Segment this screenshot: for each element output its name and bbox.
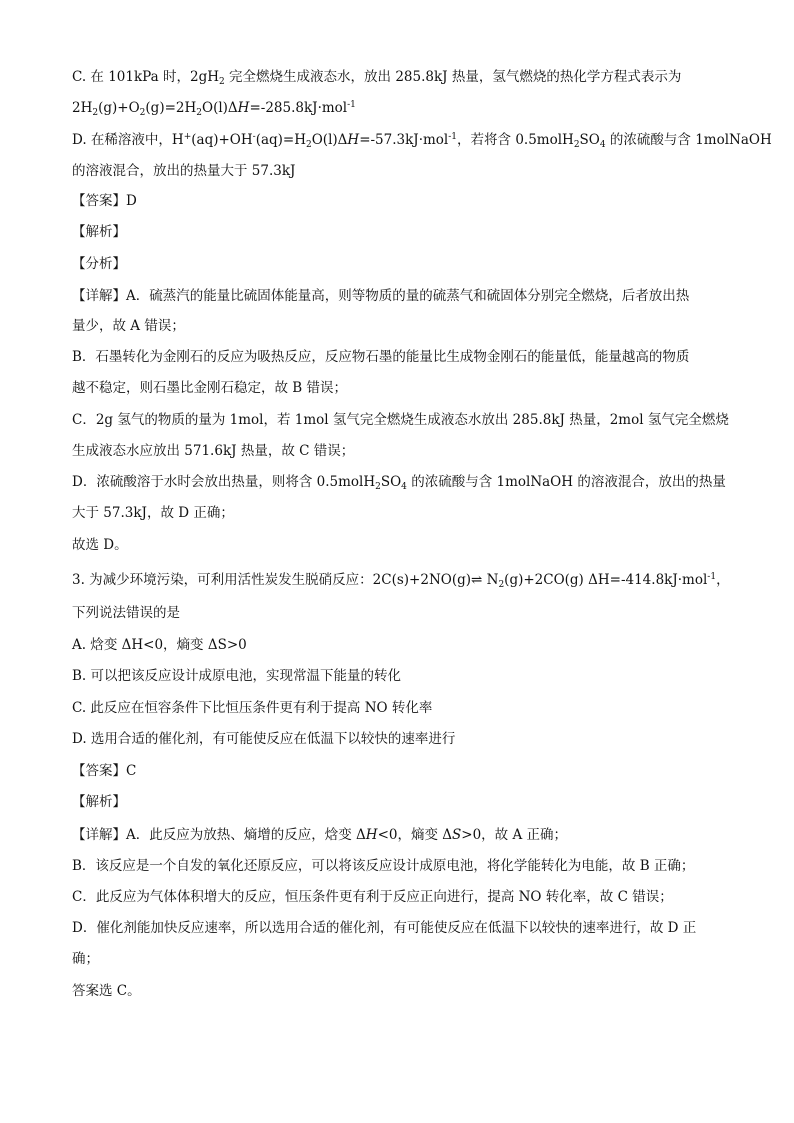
option-d-line-2: 的溶液混合，放出的热量大于 57.3kJ <box>72 163 296 179</box>
analysis-heading-q3: 【解析】 <box>72 794 126 810</box>
q3-detail-b: B．该反应是一个自发的氧化还原反应，可以将该反应设计成原电池，将化学能转化为电能，故 B 正确； <box>72 858 695 874</box>
answer-label-q2: 【答案】D <box>72 193 137 209</box>
detail-c-line-1: C．2g 氢气的物质的量为 1mol，若 1mol 氢气完全燃烧生成液态水放出 285.8kJ 热量，2mol 氢气完全燃烧 <box>72 412 729 428</box>
detail-a-line-2: 量少，故 A 错误； <box>72 318 185 334</box>
q3-option-c: C. 此反应在恒容条件下比恒压条件更有利于提高 NO 转化率 <box>72 700 433 716</box>
analysis-sub-heading: 【分析】 <box>72 256 126 272</box>
q3-option-a: A. 焓变 ΔH<0，熵变 ΔS>0 <box>72 637 247 653</box>
detail-d-line-2: 大于 57.3kJ，故 D 正确； <box>72 505 234 521</box>
option-d-line-1: D. 在稀溶液中，$H^+(aq)+OH^-(aq)=H_2O(l)\Delta H=-57.3kJ\cdot mol^{-1}$，若将含 $0.5molH_2SO_4$ 的浓硫酸与含 1molNaOH <box>72 132 772 150</box>
option-c-equation: $2H_2(g)+O_2(g)=2H_2O(l)\Delta H=-285.8kJ\cdot mol^{-1}$ <box>72 100 356 118</box>
detail-b-line-1: B．石墨转化为金刚石的反应为吸热反应，反应物石墨的能量比生成物金刚石的能量低，能量越高的物质 <box>72 349 690 365</box>
conclusion-q3: 答案选 C。 <box>72 983 141 999</box>
q3-detail-d-line-1: D．催化剂能加快反应速率，所以选用合适的催化剂，有可能使反应在低温下以较快的速率进行，故 D 正 <box>72 920 697 936</box>
detail-b-line-2: 越不稳定，则石墨比金刚石稳定，故 B 错误； <box>72 380 348 396</box>
answer-label-q3: 【答案】C <box>72 763 137 779</box>
q3-detail-d-line-2: 确； <box>72 951 99 967</box>
question-3-stem-line-1: 3. 为减少环境污染，可利用活性炭发生脱硝反应：2C(s)+2NO(g)⇌ $N_2(g)+2CO(g)$ ΔH=-414.8kJ·mol$^{-1}$， <box>72 572 730 590</box>
detail-d-line-1: D．浓硫酸溶于水时会放出热量，则将含 $0.5molH_2SO_4$ 的浓硫酸与含 1molNaOH 的溶液混合，放出的热量 <box>72 474 726 492</box>
detail-c-line-2: 生成液态水应放出 571.6kJ 热量，故 C 错误； <box>72 443 355 459</box>
q3-detail-a: 【详解】A．此反应为放热、熵增的反应，焓变 ΔH<0，熵变 ΔS>0，故 A 正确； <box>72 827 568 843</box>
option-c-line-1: C. 在 101kPa 时，$2gH_2$ 完全燃烧生成液态水，放出 285.8kJ 热量，氢气燃烧的热化学方程式表示为 <box>72 69 682 87</box>
analysis-heading-q2: 【解析】 <box>72 224 126 240</box>
detail-a-line-1: 【详解】A．硫蒸汽的能量比硫固体能量高，则等物质的量的硫蒸气和硫固体分别完全燃烧，后者放出热 <box>72 288 690 304</box>
conclusion-q2: 故选 D。 <box>72 537 128 553</box>
q3-option-d: D. 选用合适的催化剂，有可能使反应在低温下以较快的速率进行 <box>72 731 456 747</box>
question-3-stem-line-2: 下列说法错误的是 <box>72 605 180 621</box>
q3-detail-c: C．此反应为气体体积增大的反应，恒压条件更有利于反应正向进行，提高 NO 转化率，故 C 错误； <box>72 889 673 905</box>
equilibrium-arrow-icon: ⇌ <box>471 572 483 588</box>
q3-option-b: B. 可以把该反应设计成原电池，实现常温下能量的转化 <box>72 668 402 684</box>
